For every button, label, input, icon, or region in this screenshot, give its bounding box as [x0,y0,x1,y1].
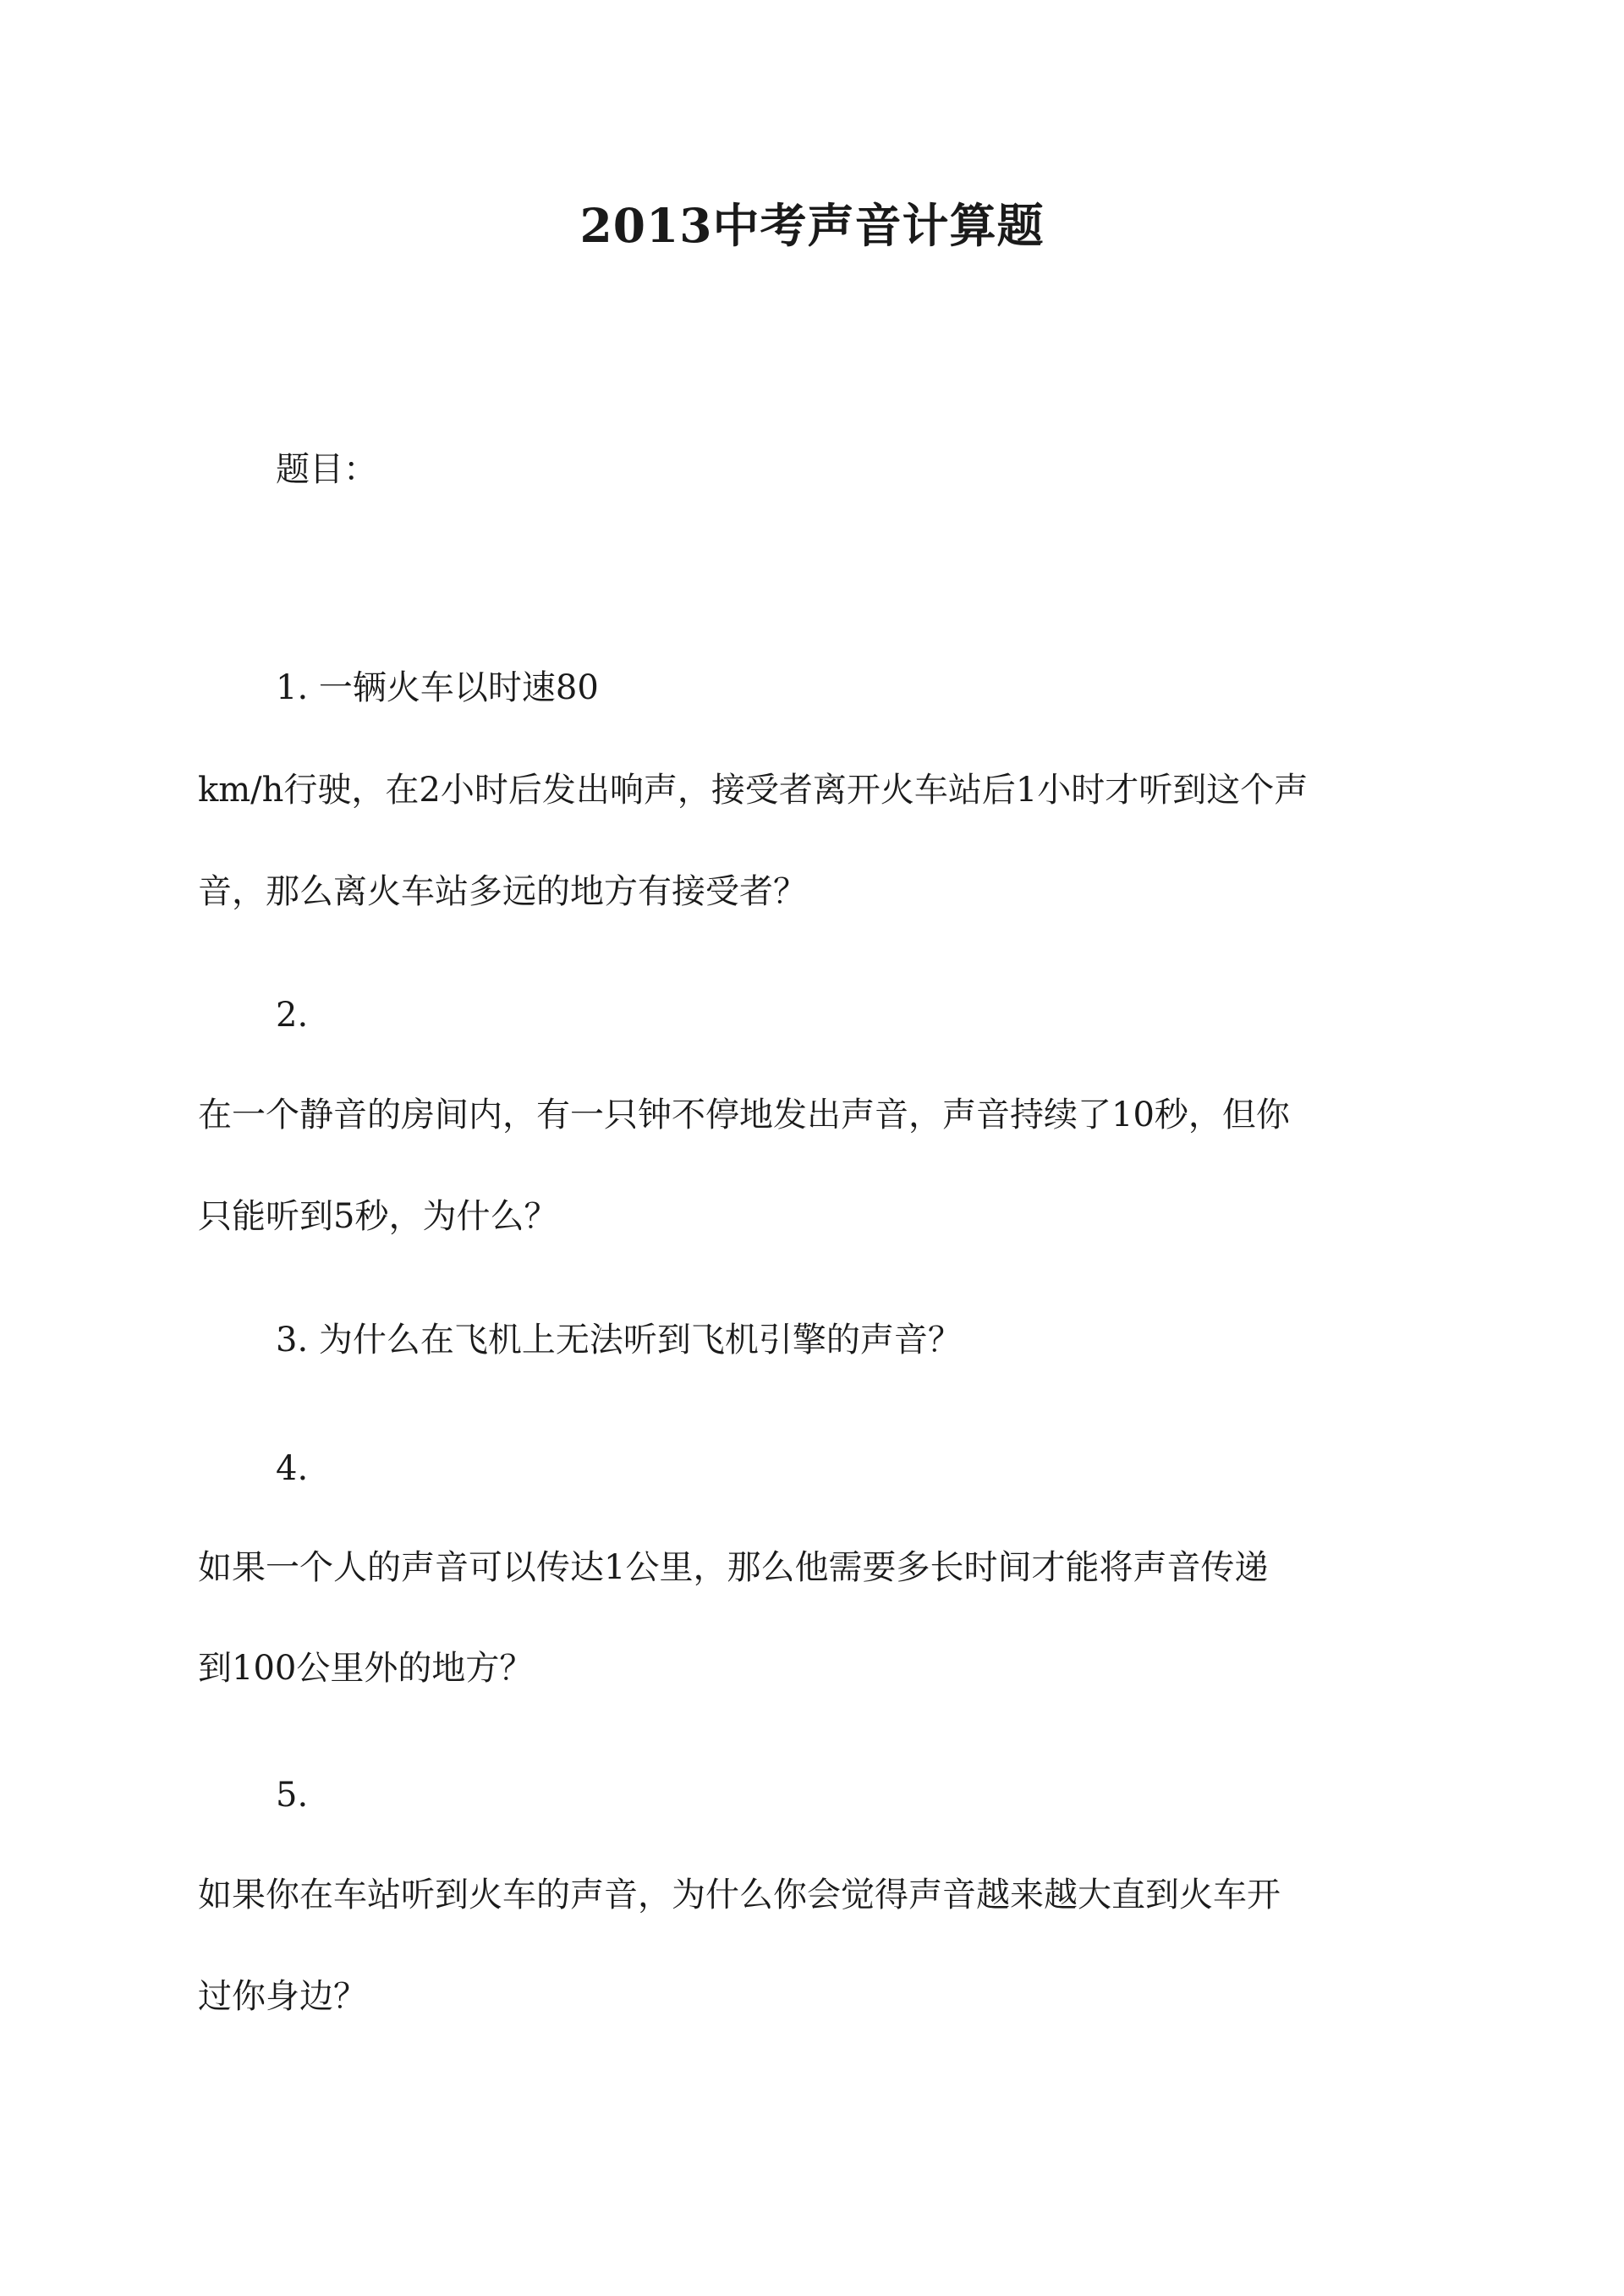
question-1-line-2: 音，那么离火车站多远的地方有接受者？ [198,872,807,911]
question-4-number-line: 4. [276,1449,309,1488]
question-5-line-1: 如果你在车站听到火车的声音，为什么你会觉得声音越来越大直到火车开 [198,1876,1281,1914]
question-4-line-1: 如果一个人的声音可以传达1公里，那么他需要多长时间才能将声音传递 [198,1548,1269,1587]
question-2-line-2: 只能听到5秒，为什么？ [198,1197,558,1236]
question-2-number-line: 2. [276,996,309,1035]
question-1-line-1: km/h行驶，在2小时后发出响声，接受者离开火车站后1小时才听到这个声 [198,771,1309,810]
question-2-line-1: 在一个静音的房间内，有一只钟不停地发出声音，声音持续了10秒，但你 [198,1096,1290,1134]
question-1-number-line: 1. 一辆火车以时速80 [276,668,599,707]
question-5-line-2: 过你身边？ [198,1977,367,2016]
section-heading: 题目： [276,450,377,489]
document-title: 2013中考声音计算题 [579,198,1045,253]
question-3-number-line: 3. 为什么在飞机上无法听到飞机引擎的声音？ [276,1321,962,1359]
question-5-number-line: 5. [276,1776,309,1815]
question-4-line-2: 到100公里外的地方？ [198,1649,534,1688]
